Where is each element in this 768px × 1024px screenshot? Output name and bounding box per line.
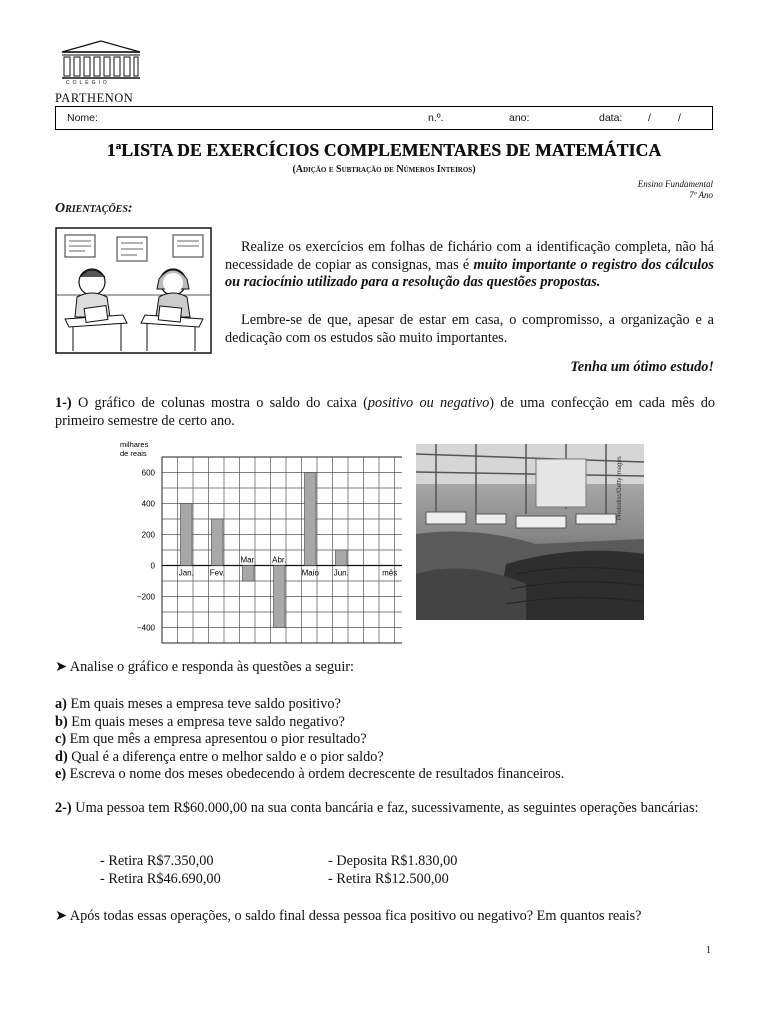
bar bbox=[336, 550, 348, 566]
question-1-text-a: O gráfico de colunas mostra o saldo do caixa ( bbox=[71, 395, 368, 411]
question-1-text-b: ) de uma confecção em cada mês do primeiro semestre de certo ano. bbox=[55, 395, 715, 429]
y-tick-label: 0 bbox=[150, 561, 155, 571]
question-1-text-emphasis: positivo ou negativo bbox=[367, 395, 490, 411]
level-line-1: Ensino Fundamental bbox=[637, 179, 713, 189]
question-1-instruction bbox=[55, 659, 715, 677]
name-field-label: Nome: bbox=[67, 112, 98, 124]
page-title: 1ªLISTA DE EXERCÍCIOS COMPLEMENTARES DE MATEMÁTICA bbox=[106, 140, 662, 160]
bar bbox=[212, 519, 224, 566]
closing-message: Tenha um ótimo estudo! bbox=[570, 359, 714, 375]
x-axis-label: mês bbox=[382, 568, 398, 578]
page-number: 1 bbox=[706, 945, 711, 956]
category-label: Maio bbox=[301, 568, 319, 578]
question-2-question bbox=[55, 908, 715, 926]
category-label: Abr. bbox=[272, 555, 287, 565]
question-2-number: 2-) bbox=[55, 800, 72, 816]
year-field-label: ano: bbox=[509, 112, 530, 124]
orientations-paragraph-2: Lembre-se de que, apesar de estar em casa, o compromisso, a organização e a dedicação com os estudos são muito importantes. bbox=[225, 312, 714, 346]
y-axis-label: milhares bbox=[120, 440, 149, 449]
list-item: c) Em que mês a empresa apresentou o pior resultado? bbox=[55, 731, 367, 747]
question-2-question-text: Após todas essas operações, o saldo final dessa pessoa fica positivo ou negativo? Em quantos reais? bbox=[69, 908, 642, 924]
question-2-body: Uma pessoa tem R$60.000,00 na sua conta bancária e faz, sucessivamente, as seguintes operações bancárias: bbox=[71, 800, 699, 816]
bar bbox=[274, 566, 286, 628]
y-tick-label: −400 bbox=[136, 623, 155, 633]
arrow-bullet-icon: ➤ bbox=[55, 908, 70, 924]
operation-item: - Retira R$12.500,00 bbox=[328, 870, 449, 887]
orientations-heading: Orientações: bbox=[55, 201, 133, 216]
y-tick-label: −200 bbox=[136, 592, 155, 602]
y-tick-label: 400 bbox=[141, 499, 155, 509]
students-illustration bbox=[55, 227, 212, 354]
operation-item: - Deposita R$1.830,00 bbox=[328, 853, 458, 869]
category-label: Mar. bbox=[240, 555, 257, 565]
operations-right bbox=[328, 853, 457, 888]
date-slash-2: / bbox=[678, 112, 681, 124]
question-1-items bbox=[55, 696, 715, 784]
page-subtitle: (Adição e Subtração de Números Inteiros) bbox=[292, 164, 476, 175]
logo-top-text: COLÉGIO bbox=[66, 80, 110, 86]
logo-name: PARTHENON bbox=[55, 91, 134, 105]
bar bbox=[305, 473, 317, 566]
date-field-label: data: bbox=[599, 112, 623, 124]
y-axis-label: de reais bbox=[120, 449, 147, 458]
number-field-label: n.º. bbox=[428, 112, 444, 124]
bar bbox=[243, 566, 255, 582]
photo-credit: Photodisc/Getty Images bbox=[617, 456, 623, 520]
balance-bar-chart bbox=[112, 435, 402, 650]
category-label: Jan. bbox=[178, 568, 194, 578]
operation-item: - Retira R$7.350,00 bbox=[100, 853, 214, 869]
list-item: e) Escreva o nome dos meses obedecendo à ordem decrescente de resultados financeiros. bbox=[55, 766, 565, 782]
category-label: Fev. bbox=[209, 568, 225, 578]
level-line-2: 7º Ano bbox=[689, 190, 713, 200]
orientations-paragraph-1 bbox=[225, 239, 714, 292]
operation-item: - Retira R$46.690,00 bbox=[100, 870, 221, 887]
y-tick-label: 600 bbox=[141, 468, 155, 478]
category-label: Jun. bbox=[333, 568, 349, 578]
arrow-bullet-icon: ➤ bbox=[55, 659, 70, 675]
question-1-text bbox=[55, 395, 715, 430]
date-slash-1: / bbox=[648, 112, 651, 124]
orientations-p1-emphasis: muito importante o registro dos cálculos ou raciocínio utilizado para a resolução das questões propostas. bbox=[225, 256, 714, 290]
bar bbox=[181, 504, 193, 566]
question-2-text bbox=[55, 800, 715, 818]
list-item: a) Em quais meses a empresa teve saldo positivo? bbox=[55, 696, 341, 712]
list-item: d) Qual é a diferença entre o melhor saldo e o pior saldo? bbox=[55, 748, 384, 765]
factory-photo bbox=[416, 444, 644, 620]
list-item: b) Em quais meses a empresa teve saldo negativo? bbox=[55, 713, 345, 730]
orientations-p1-start: Realize os exercícios em folhas de fichário com a identificação completa, não há necessidade de copiar as consignas, mas é bbox=[225, 239, 714, 273]
grade-level bbox=[638, 179, 713, 201]
student-info-box bbox=[55, 106, 713, 130]
question-1-instruction-text: Analise o gráfico e responda às questões a seguir: bbox=[69, 659, 355, 675]
operations-left bbox=[100, 853, 221, 888]
y-tick-label: 200 bbox=[141, 530, 155, 540]
question-1-number: 1-) bbox=[55, 395, 72, 411]
